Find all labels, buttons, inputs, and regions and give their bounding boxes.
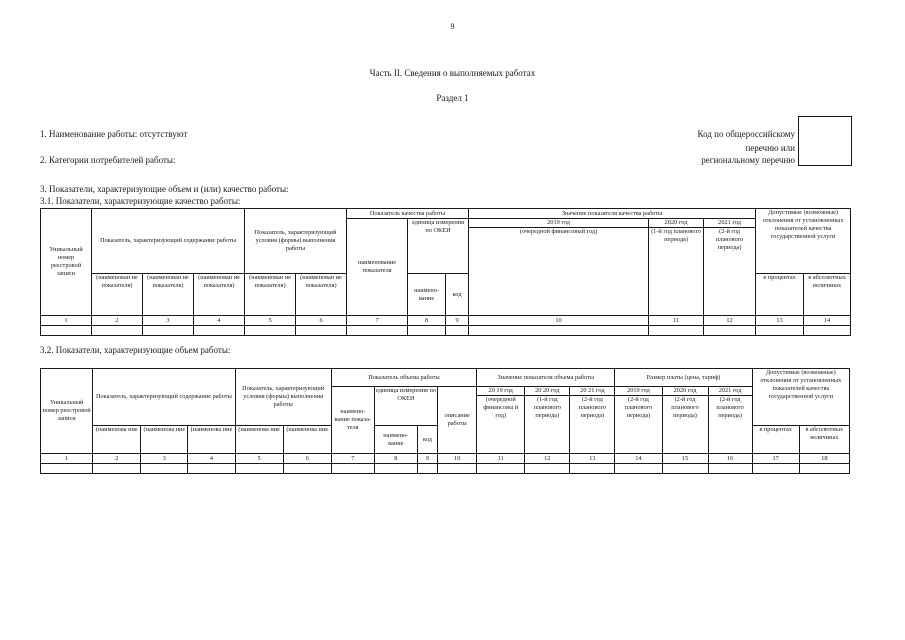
t1-sub-c5: (наименован ие показателя) <box>245 274 296 316</box>
t2-num: 15 <box>662 454 708 464</box>
t2-fee-header: Размер платы (цена, тариф) <box>615 369 752 387</box>
t1-percent: в процентах <box>756 274 804 316</box>
t2-value-2019-note: (очередной финансовы й год) <box>477 396 525 454</box>
t2-fee-2019: 2019 год <box>615 387 662 396</box>
indicators-heading: 3. Показатели, характеризующие объем и (или) качество работы: <box>40 184 289 194</box>
t2-fee-2020-note: (2-й год планового периода) <box>662 396 708 454</box>
t1-num: 6 <box>296 316 347 326</box>
section-title: Раздел 1 <box>436 93 469 103</box>
t2-value-2021-note: (2-й год планового периода) <box>570 396 615 454</box>
code-label-line1: Код по общероссийскому <box>697 129 795 139</box>
t1-name-header: наименование показателя <box>347 219 408 316</box>
t1-value-header: Значение показателя качества работы <box>469 209 756 219</box>
t2-num: 17 <box>752 454 799 464</box>
t1-year-2020-note: (1-й год планового периода) <box>649 228 704 316</box>
t2-num: 18 <box>799 454 849 464</box>
t1-year-2019: 2019 год <box>469 219 649 228</box>
t2-unit-code: код <box>417 426 437 454</box>
t2-value-2020-note: (1-й год планового периода) <box>525 396 570 454</box>
t1-year-2020: 2020 год <box>649 219 704 228</box>
part-title: Часть II. Сведения о выполняемых работах <box>369 68 536 78</box>
t2-fee-2020: 2020 год <box>662 387 708 396</box>
t1-year-2021: 2021 год <box>704 219 756 228</box>
t2-num: 13 <box>570 454 615 464</box>
t1-empty-row <box>41 326 851 336</box>
t2-num: 12 <box>525 454 570 464</box>
t1-unit-header: единица измерения по ОКЕИ <box>408 219 469 274</box>
t1-sub-c3: (наименован ие показателя) <box>143 274 194 316</box>
t2-num: 5 <box>235 454 283 464</box>
t2-sub-c2: (наименова ние <box>93 426 141 454</box>
t1-num: 7 <box>347 316 408 326</box>
t2-num: 16 <box>708 454 752 464</box>
t1-sub-c4: (наименован ие показателя) <box>194 274 245 316</box>
work-name-line: 1. Наименование работы: отсутствуют <box>40 129 188 139</box>
t2-percent: в процентах <box>752 426 799 454</box>
t2-sub-c3: (наименова ние <box>141 426 188 454</box>
t2-fee-2021: 2021 год <box>708 387 752 396</box>
t2-empty-row <box>41 464 850 474</box>
t2-sub-c6: (наименова ние <box>283 426 331 454</box>
t2-unit-name: наимено-вание <box>374 426 417 454</box>
t1-absolute: в абсолютных величинах <box>804 274 851 316</box>
t2-num: 8 <box>374 454 417 464</box>
t1-sub-c2: (наименован ие показателя) <box>92 274 143 316</box>
t1-num: 2 <box>92 316 143 326</box>
t1-sub-c6: (наименован ие показателя) <box>296 274 347 316</box>
t1-conditions-header: Показатель, характеризующий условия (формы) выполнения работы <box>245 209 347 274</box>
code-label-line3: региональному перечню <box>701 155 795 165</box>
t1-num: 12 <box>704 316 756 326</box>
t1-deviation-header: Допустимые (возможные) отклонения от установленных показателей качества государственной услуги <box>756 209 851 274</box>
t1-unit-code: код <box>446 274 469 316</box>
t2-volume-header: Показатель объема работы <box>331 369 476 387</box>
quality-table <box>40 208 851 336</box>
t2-content-header: Показатель, характеризующий содержание работы <box>93 369 235 426</box>
t2-value-header: Значение показателя объема работы <box>477 369 615 387</box>
t2-deviation-header: Допустимые (возможные) отклонения от установленных показателей качества государственной услуги <box>752 369 849 426</box>
t2-value-2019: 20 19 год <box>477 387 525 396</box>
t1-num: 11 <box>649 316 704 326</box>
t2-num: 3 <box>141 454 188 464</box>
t2-num: 6 <box>283 454 331 464</box>
t1-num: 1 <box>41 316 92 326</box>
t2-fee-2019-note: (2-й год планового периода) <box>615 396 662 454</box>
t2-conditions-header: Показатель, характеризующий условия (формы) выполнения работы <box>235 369 331 426</box>
t1-content-header: Показатель, характеризующий содержание работы <box>92 209 245 274</box>
code-input-box[interactable] <box>798 116 852 166</box>
t2-num: 1 <box>41 454 93 464</box>
t1-year-2021-note: (2-й год планового периода) <box>704 228 756 316</box>
t1-num: 8 <box>408 316 446 326</box>
t1-num: 9 <box>446 316 469 326</box>
t2-sub-c5: (наименова ние <box>235 426 283 454</box>
t2-num: 10 <box>438 454 477 464</box>
t2-value-2020: 20 20 год <box>525 387 570 396</box>
t1-num: 4 <box>194 316 245 326</box>
t2-description-header: описание работы <box>438 387 477 454</box>
quality-table-title: 3.1. Показатели, характеризующие качество работы: <box>40 196 241 206</box>
t2-unique-header: Уникальный номер реестровой записи <box>41 369 93 454</box>
t1-unique-header: Уникальный номер реестровой записи <box>41 209 92 316</box>
t1-unit-name: наимено-вание <box>408 274 446 316</box>
t2-unit-header: единица измерения по ОКЕИ <box>374 387 437 426</box>
t2-fee-2021-note: (2-й год планового периода) <box>708 396 752 454</box>
t1-num: 10 <box>469 316 649 326</box>
t1-quality-header: Показатель качества работы <box>347 209 469 219</box>
volume-table <box>40 368 850 474</box>
t1-num: 3 <box>143 316 194 326</box>
t1-num: 5 <box>245 316 296 326</box>
t1-num: 14 <box>804 316 851 326</box>
t2-sub-c4: (наименова ние <box>188 426 235 454</box>
t2-num: 14 <box>615 454 662 464</box>
code-label-line2: перечню или <box>745 143 795 153</box>
t2-num: 11 <box>477 454 525 464</box>
t2-name-header: наимено-вание показа-теля <box>331 387 374 454</box>
t1-year-2019-note: (очередной финансовый год) <box>469 228 649 316</box>
t2-num: 7 <box>331 454 374 464</box>
consumers-line: 2. Категории потребителей работы: <box>40 155 176 165</box>
t2-absolute: в абсолютных величинах <box>799 426 849 454</box>
t1-num: 13 <box>756 316 804 326</box>
page-number: 9 <box>450 22 455 31</box>
volume-table-title: 3.2. Показатели, характеризующие объем работы: <box>40 345 231 355</box>
t2-value-2021: 20 21 год <box>570 387 615 396</box>
t2-num: 9 <box>417 454 437 464</box>
t2-num: 4 <box>188 454 235 464</box>
t2-num: 2 <box>93 454 141 464</box>
